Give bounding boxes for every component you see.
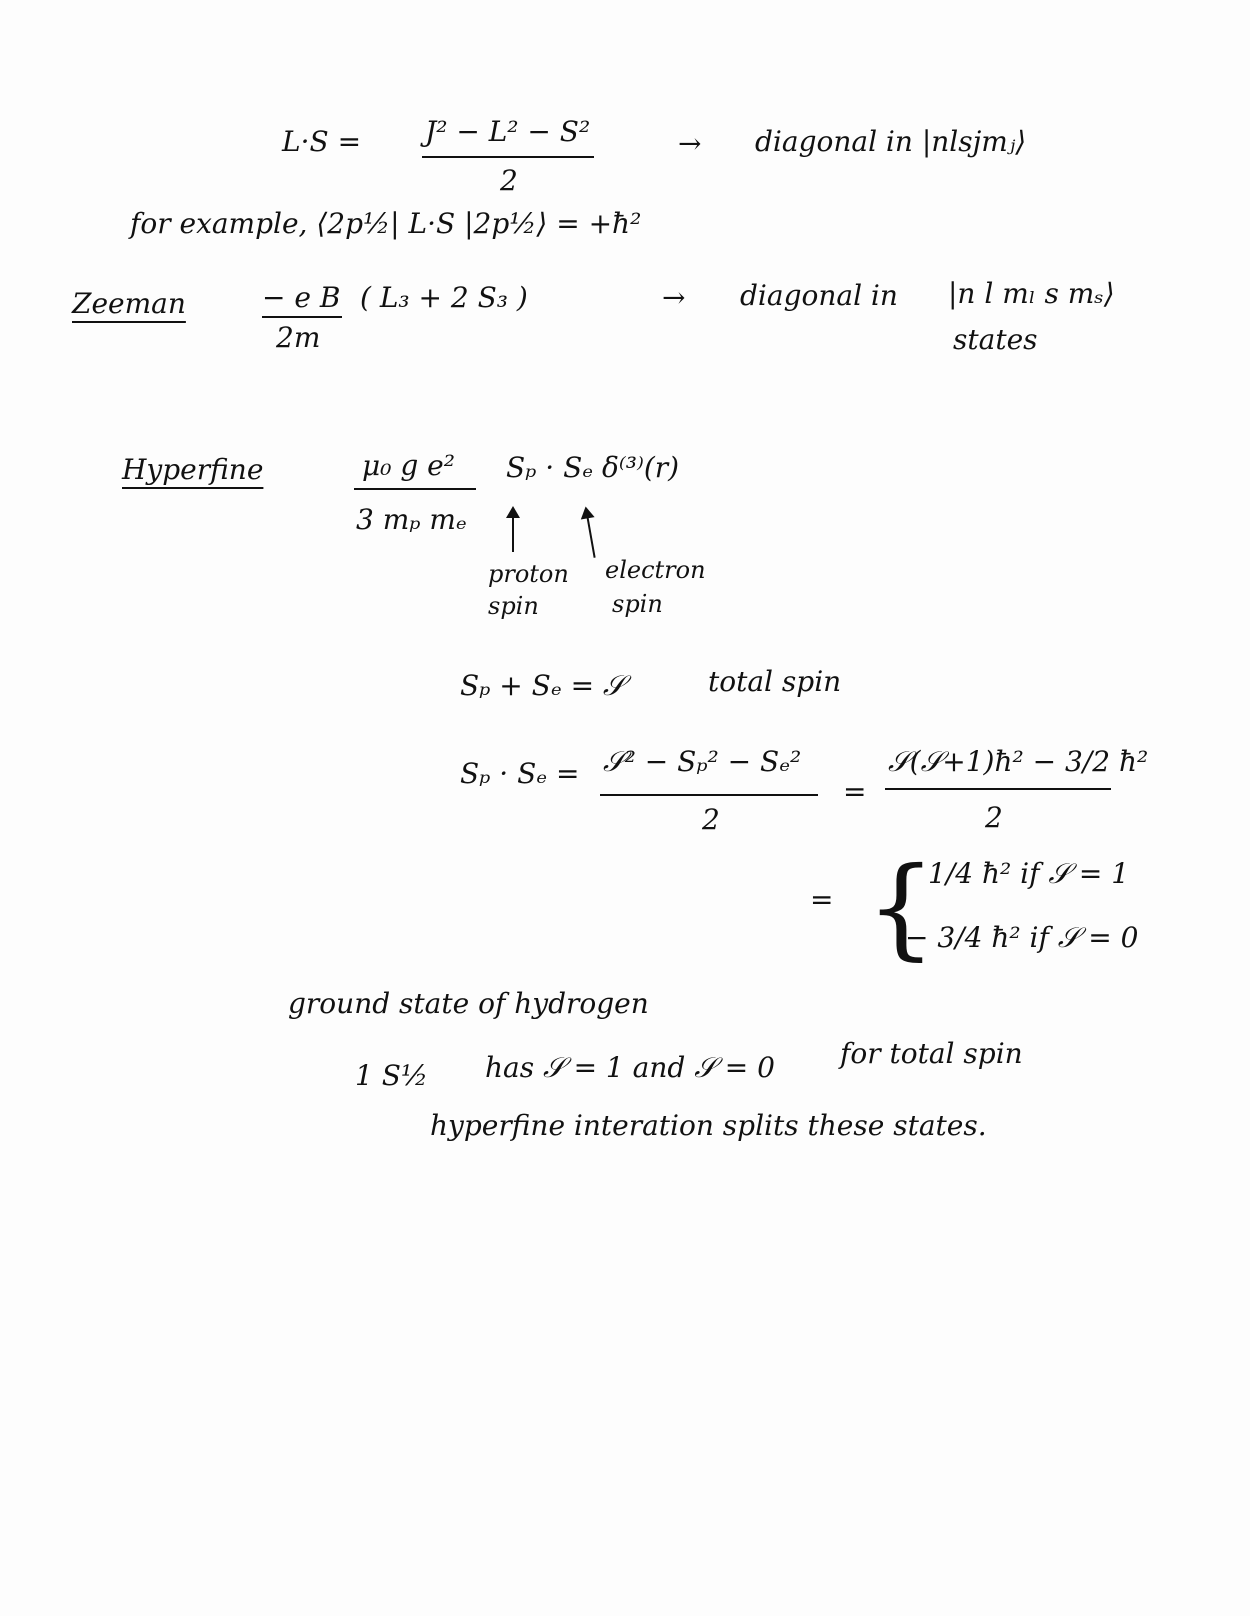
spin-value-numerator: 𝒮(𝒮+1)ħ² − 3/2 ħ²	[888, 745, 1149, 778]
zeeman-denominator: 2m	[276, 321, 321, 354]
example-line: for example, ⟨2p½| L·S |2p½⟩ = +ħ²	[130, 207, 642, 240]
zeeman-numerator: − e B	[262, 281, 341, 314]
zeeman-arrow: →	[662, 281, 686, 314]
case-s-equals-one: 1/4 ħ² if 𝒮 = 1	[928, 857, 1130, 890]
proton-label: proton	[488, 560, 569, 588]
hyperfine-operator: Sₚ · Sₑ δ⁽³⁾(r)	[506, 451, 680, 484]
zeeman-fraction-bar	[262, 316, 342, 318]
ground-state-total-spin: for total spin	[840, 1037, 1023, 1070]
spin-dot-equals: =	[843, 775, 867, 808]
spin-dot-fraction-bar	[600, 794, 818, 796]
ground-state-level: 1 S½	[355, 1059, 429, 1092]
case-s-equals-zero: − 3/4 ħ² if 𝒮 = 0	[905, 921, 1139, 954]
hyperfine-numerator: μ₀ g e²	[362, 449, 455, 482]
ls-arrow: →	[678, 127, 702, 160]
ls-diagonal-note: diagonal in |nlsjmⱼ⟩	[755, 125, 1027, 158]
ls-fraction-bar	[422, 156, 594, 158]
spin-value-fraction-bar	[885, 788, 1111, 790]
hyperfine-splits-line: hyperfine interation splits these states.	[430, 1109, 987, 1142]
cases-equals: =	[810, 883, 834, 916]
ls-lhs: L·S =	[282, 125, 362, 158]
ground-state-heading: ground state of hydrogen	[288, 987, 649, 1020]
ground-state-spins: has 𝒮 = 1 and 𝒮 = 0	[485, 1051, 775, 1084]
proton-arrow	[512, 516, 514, 552]
proton-spin-label: spin	[488, 592, 539, 620]
hyperfine-label: Hyperfine	[122, 453, 264, 486]
zeeman-label: Zeeman	[72, 287, 186, 320]
ls-denominator: 2	[500, 164, 518, 197]
zeeman-operator: ( L₃ + 2 S₃ )	[360, 281, 528, 314]
electron-arrow	[586, 516, 595, 558]
cases-brace: {	[866, 843, 936, 971]
zeeman-ket: |n l mₗ s mₛ⟩	[948, 277, 1115, 310]
spin-dot-denominator: 2	[702, 803, 720, 836]
hyperfine-fraction-bar	[354, 488, 476, 490]
ls-numerator: J² − L² − S²	[425, 115, 591, 148]
total-spin-equation: Sₚ + Sₑ = 𝒮	[460, 669, 625, 702]
total-spin-note: total spin	[708, 665, 842, 698]
zeeman-diagonal-note: diagonal in	[740, 279, 898, 312]
spin-dot-numerator: 𝒮² − Sₚ² − Sₑ²	[603, 745, 802, 778]
spin-value-denominator: 2	[985, 801, 1003, 834]
spin-dot-lhs: Sₚ · Sₑ =	[460, 757, 580, 790]
electron-label: electron	[605, 556, 706, 584]
zeeman-states: states	[953, 323, 1038, 356]
electron-spin-label: spin	[612, 590, 663, 618]
hyperfine-denominator: 3 mₚ mₑ	[356, 503, 467, 536]
